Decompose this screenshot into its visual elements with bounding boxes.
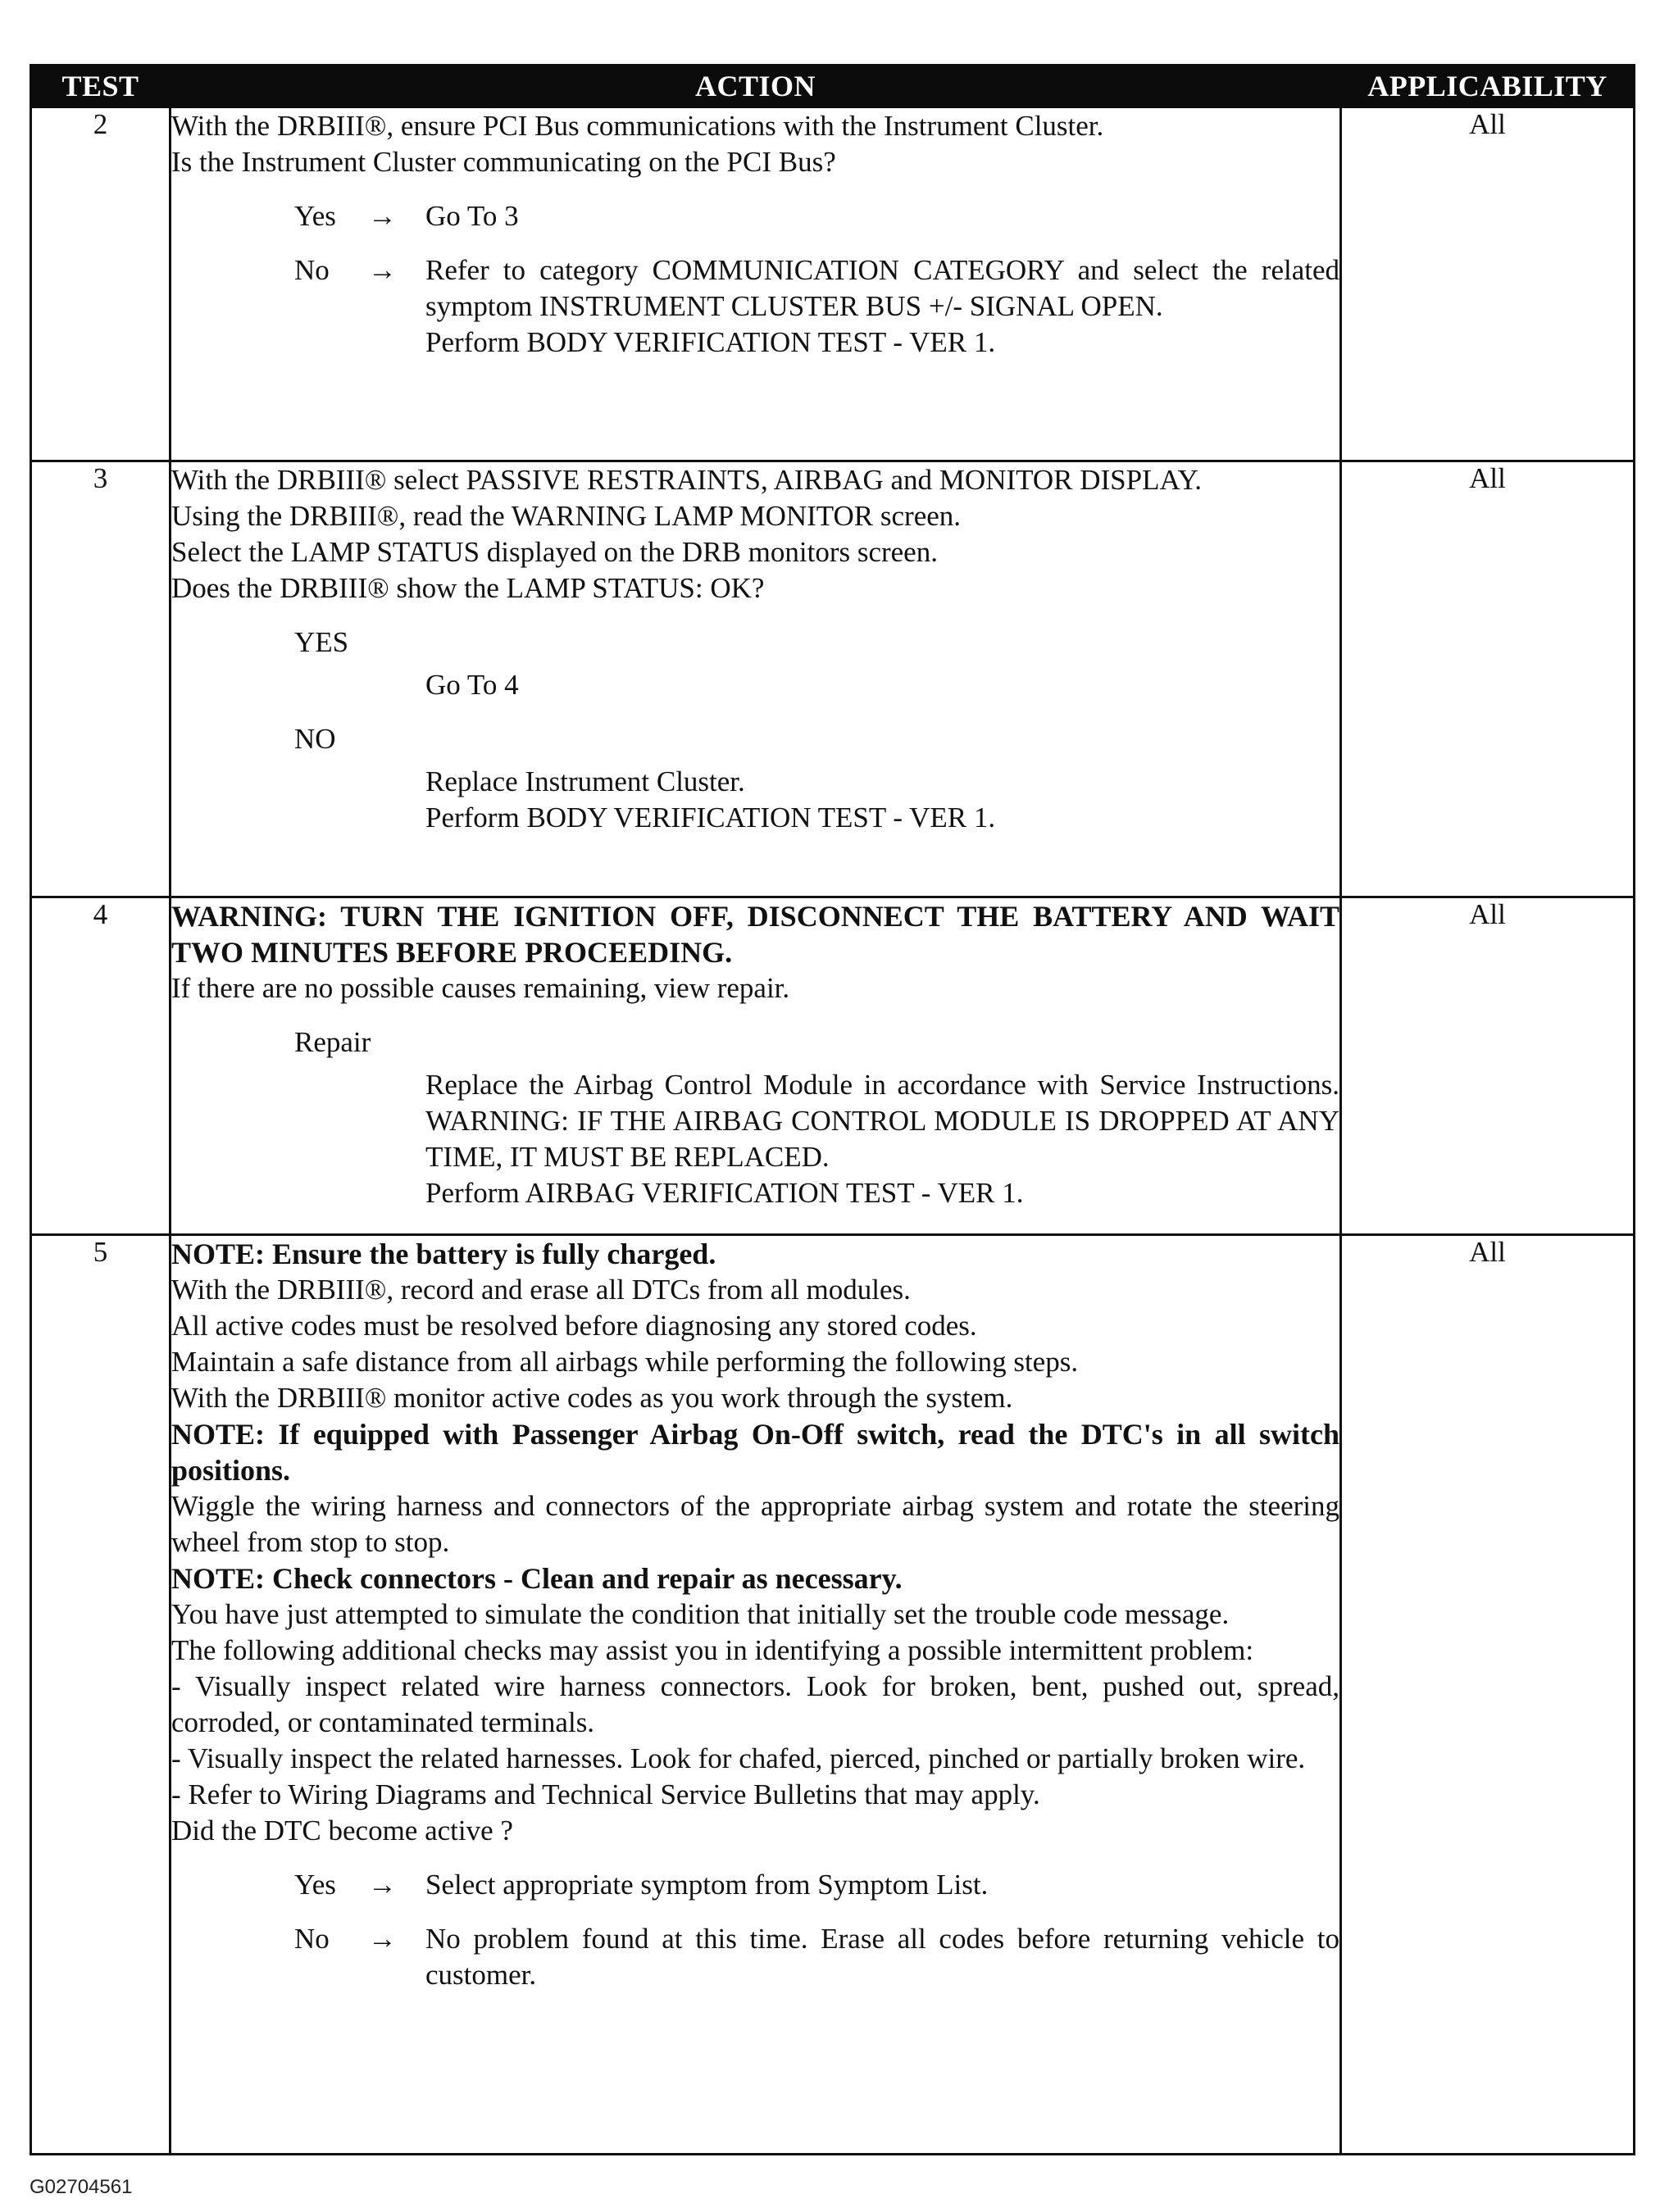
arrow-right-icon: → xyxy=(368,254,397,286)
header-applicability: APPLICABILITY xyxy=(1341,66,1635,107)
action-cell xyxy=(171,461,1341,897)
header-action: ACTION xyxy=(171,66,1341,107)
action-cell xyxy=(171,1235,1341,2155)
option-yes xyxy=(171,1867,1339,1903)
result-text: Go To 4 xyxy=(425,669,519,701)
test-number: 5 xyxy=(31,1235,171,2155)
action-text: Select the LAMP STATUS displayed on the DRB monitors screen. xyxy=(171,536,938,568)
action-cell xyxy=(171,897,1341,1235)
action-text: With the DRBIII®, ensure PCI Bus communications with the Instrument Cluster. xyxy=(171,110,1104,142)
option-label: Yes xyxy=(294,200,336,232)
action-text: With the DRBIII® select PASSIVE RESTRAINTS, AIRBAG and MONITOR DISPLAY. xyxy=(171,464,1203,496)
warning-text: WARNING: TURN THE IGNITION OFF, DISCONNECT THE BATTERY AND WAIT TWO MINUTES BEFORE PROCEEDING. xyxy=(171,900,1339,969)
option-text: No problem found at this time. Erase all codes before returning vehicle to customer. xyxy=(425,1923,1339,1991)
diagnostic-table xyxy=(30,64,1635,2155)
action-text: All active codes must be resolved before diagnosing any stored codes. xyxy=(171,1310,977,1342)
test-number: 3 xyxy=(31,461,171,897)
action-text: Does the DRBIII® show the LAMP STATUS: OK? xyxy=(171,572,765,604)
option-text: Go To 3 xyxy=(425,200,519,232)
option-text-line: Refer to category COMMUNICATION CATEGORY and select the related symptom INSTRUMENT CLUSTER BUS +/- SIGNAL OPEN. xyxy=(425,254,1339,322)
note-text: NOTE: Ensure the battery is fully charged. xyxy=(171,1238,716,1270)
arrow-right-icon: → xyxy=(368,1869,397,1901)
action-text: Maintain a safe distance from all airbags while performing the following steps. xyxy=(171,1346,1079,1378)
action-text: - Refer to Wiring Diagrams and Technical Service Bulletins that may apply. xyxy=(171,1778,1040,1810)
table-row xyxy=(31,107,1635,461)
result-label-repair: Repair xyxy=(294,1026,371,1058)
option-text-line: Perform BODY VERIFICATION TEST - VER 1. xyxy=(425,326,996,358)
arrow-right-icon: → xyxy=(368,200,397,232)
action-text: With the DRBIII®, record and erase all DTCs from all modules. xyxy=(171,1274,911,1306)
table-header-row xyxy=(31,66,1635,107)
applicability-value: All xyxy=(1341,461,1635,897)
figure-code: G02704561 xyxy=(30,2176,133,2198)
action-text: You have just attempted to simulate the condition that initially set the trouble code message. xyxy=(171,1598,1230,1630)
table-row xyxy=(31,1235,1635,2155)
result-text: Replace Instrument Cluster. xyxy=(425,765,745,797)
table-row xyxy=(31,461,1635,897)
note-text: NOTE: Check connectors - Clean and repair as necessary. xyxy=(171,1562,903,1595)
option-yes xyxy=(171,198,1339,234)
option-no xyxy=(171,252,1339,361)
action-text: With the DRBIII® monitor active codes as you work through the system. xyxy=(171,1382,1013,1414)
action-text: - Visually inspect related wire harness connectors. Look for broken, bent, pushed out, spread, corroded, or contaminated terminals. xyxy=(171,1670,1339,1738)
applicability-value: All xyxy=(1341,107,1635,461)
arrow-right-icon: → xyxy=(368,1923,397,1955)
applicability-value: All xyxy=(1341,897,1635,1235)
action-text: The following additional checks may assist you in identifying a possible intermittent problem: xyxy=(171,1634,1254,1666)
action-text: Using the DRBIII®, read the WARNING LAMP MONITOR screen. xyxy=(171,500,962,532)
option-label: No xyxy=(294,254,330,286)
result-label-no: NO xyxy=(294,723,336,755)
action-cell xyxy=(171,107,1341,461)
option-no xyxy=(171,1921,1339,1993)
option-label: No xyxy=(294,1923,330,1955)
test-number: 2 xyxy=(31,107,171,461)
option-text xyxy=(425,252,1339,361)
action-text: Wiggle the wiring harness and connectors of the appropriate airbag system and rotate the steering wheel from stop to stop. xyxy=(171,1490,1339,1558)
header-test: TEST xyxy=(31,66,171,107)
applicability-value: All xyxy=(1341,1235,1635,2155)
note-text: NOTE: If equipped with Passenger Airbag On-Off switch, read the DTC's in all switch positions. xyxy=(171,1418,1339,1487)
result-text: Perform AIRBAG VERIFICATION TEST - VER 1. xyxy=(425,1177,1024,1209)
result-text: Perform BODY VERIFICATION TEST - VER 1. xyxy=(425,802,996,833)
action-text: - Visually inspect the related harnesses. Look for chafed, pierced, pinched or partially broken wire. xyxy=(171,1742,1306,1774)
action-text: Did the DTC become active ? xyxy=(171,1815,513,1846)
option-text: Select appropriate symptom from Symptom List. xyxy=(425,1869,989,1901)
test-number: 4 xyxy=(31,897,171,1235)
action-text: If there are no possible causes remaining, view repair. xyxy=(171,972,790,1004)
result-text: Replace the Airbag Control Module in accordance with Service Instructions. WARNING: IF THE AIRBAG CONTROL MODULE IS DROPPED AT ANY TIME, IT MUST BE REPLACED. xyxy=(425,1069,1339,1173)
result-label-yes: YES xyxy=(294,626,349,658)
table-row xyxy=(31,897,1635,1235)
option-label: Yes xyxy=(294,1869,336,1901)
action-text: Is the Instrument Cluster communicating on the PCI Bus? xyxy=(171,146,836,178)
